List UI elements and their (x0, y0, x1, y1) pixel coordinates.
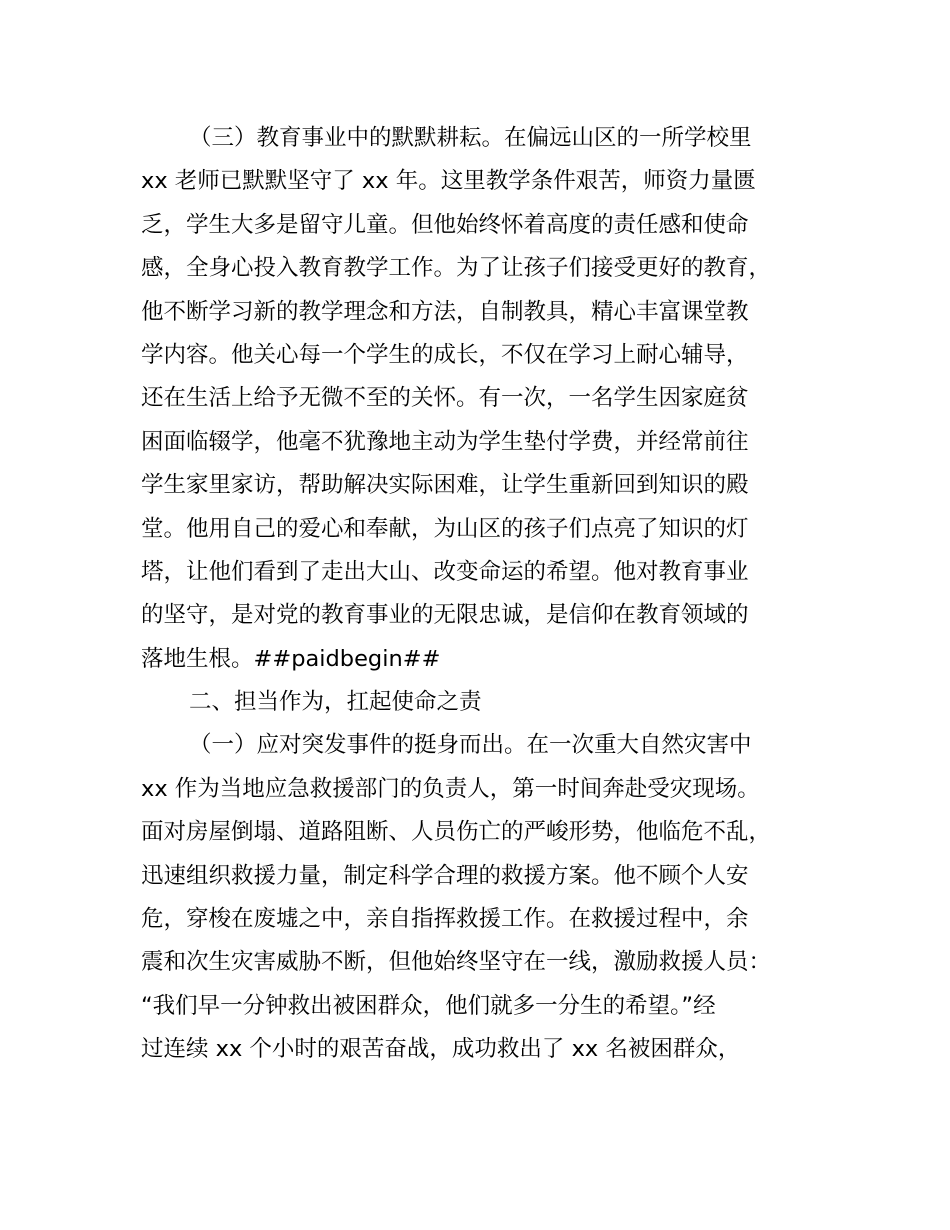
paragraph-line: 学内容。他关心每一个学生的成长，不仅在学习上耐心辅导， (141, 341, 749, 368)
paragraph-line: （三）教育事业中的默默耕耘。在偏远山区的一所学校里 (189, 125, 752, 151)
paragraph-line: 乏，学生大多是留守儿童。但他始终怀着高度的责任感和使命 (141, 211, 749, 238)
paragraph-line: 他不断学习新的教学理念和方法，自制教具，精心丰富课堂教 (141, 298, 749, 325)
paragraph-line: xx 老师已默默坚守了 xx 年。这里教学条件艰苦，师资力量匮 (141, 168, 756, 195)
paragraph-line: 学生家里家访，帮助解决实际困难，让学生重新回到知识的殿 (141, 472, 749, 499)
paragraph-line: 感，全身心投入教育教学工作。为了让孩子们接受更好的教育， (141, 255, 772, 282)
document-body (141, 117, 841, 1072)
paragraph-line: 危，穿梭在废墟之中，亲自指挥救援工作。在救援过程中，余 (141, 906, 749, 933)
paragraph-line: 的坚守，是对党的教育事业的无限忠诚，是信仰在教育领域的 (141, 602, 749, 629)
paragraph-line: 落地生根。##paidbegin## (141, 645, 441, 672)
paragraph-line: “我们早一分钟救出被困群众，他们就多一分生的希望。”经 (141, 992, 716, 1019)
paragraph-line: 震和次生灾害威胁不断，但他始终坚守在一线，激励救援人员： (141, 949, 772, 976)
paragraph-line: （一）应对突发事件的挺身而出。在一次重大自然灾害中 (189, 732, 752, 759)
paragraph-line: 还在生活上给予无微不至的关怀。有一次，一名学生因家庭贫 (141, 385, 749, 412)
section-heading: 二、担当作为，扛起使命之责 (189, 689, 482, 716)
paragraph-line: 面对房屋倒塌、道路阻断、人员伤亡的严峻形势，他临危不乱， (141, 819, 772, 846)
paragraph-line: 塔，让他们看到了走出大山、改变命运的希望。他对教育事业 (141, 558, 749, 585)
paragraph-line: xx 作为当地应急救援部门的负责人，第一时间奔赴受灾现场。 (141, 775, 760, 802)
paragraph-line: 困面临辍学，他毫不犹豫地主动为学生垫付学费，并经常前往 (141, 428, 749, 455)
paragraph-line: 堂。他用自己的爱心和奉献，为山区的孩子们点亮了知识的灯 (141, 515, 749, 542)
paragraph-line: 过连续 xx 个小时的艰苦奋战，成功救出了 xx 名被困群众， (141, 1036, 741, 1063)
paragraph-line: 迅速组织救援力量，制定科学合理的救援方案。他不顾个人安 (141, 862, 749, 889)
